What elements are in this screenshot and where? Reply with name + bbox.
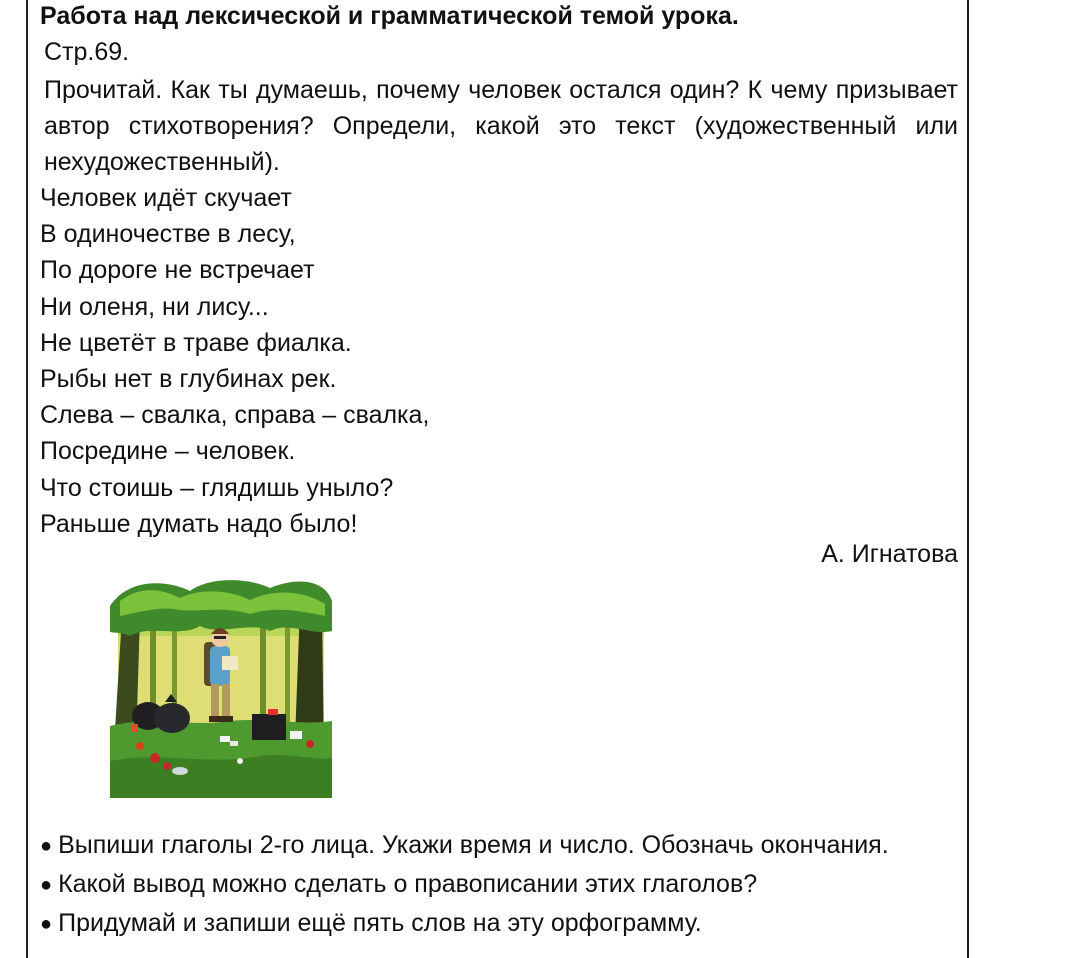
list-item-text: Придумай и запиши ещё пять слов на эту орфограмму. (58, 909, 702, 937)
poem-line: Что стоишь – глядишь уныло? (40, 473, 394, 502)
poem-line: Не цветёт в траве фиалка. (40, 328, 352, 357)
list-item (40, 826, 889, 865)
lesson-heading: Работа над лексической и грамматической темой урока. (40, 2, 739, 30)
list-item (40, 904, 889, 943)
list-item (40, 865, 889, 904)
bullet-icon: ● (40, 835, 53, 857)
poem (40, 180, 429, 542)
reading-task: Прочитай. Как ты думаешь, почему человек остался один? К чему призывает автор стихотворения? Определи, какой это текст (художественный или нехудожественный). (44, 76, 958, 176)
poem-author: А. Игнатова (821, 540, 958, 568)
poem-line: По дороге не встречает (40, 256, 315, 285)
poem-line: Человек идёт скучает (40, 184, 292, 212)
forest-litter-illustration (110, 576, 332, 798)
poem-line: Раньше думать надо было! (40, 509, 358, 538)
bullet-icon: ● (40, 913, 53, 935)
poem-line: Рыбы нет в глубинах рек. (40, 365, 337, 394)
poem-line: В одиночестве в лесу, (40, 220, 296, 249)
list-item-text: Выпиши глаголы 2-го лица. Укажи время и число. Обозначь окончания. (58, 831, 889, 859)
poem-line: Посредине – человек. (40, 437, 296, 466)
exercise-list (40, 826, 889, 943)
page-reference: Стр.69. (44, 38, 130, 66)
poem-line: Слева – свалка, справа – свалка, (40, 401, 430, 430)
bullet-icon: ● (40, 874, 53, 896)
poem-line: Ни оленя, ни лису... (40, 292, 269, 321)
list-item-text: Какой вывод можно сделать о правописании этих глаголов? (58, 870, 758, 898)
